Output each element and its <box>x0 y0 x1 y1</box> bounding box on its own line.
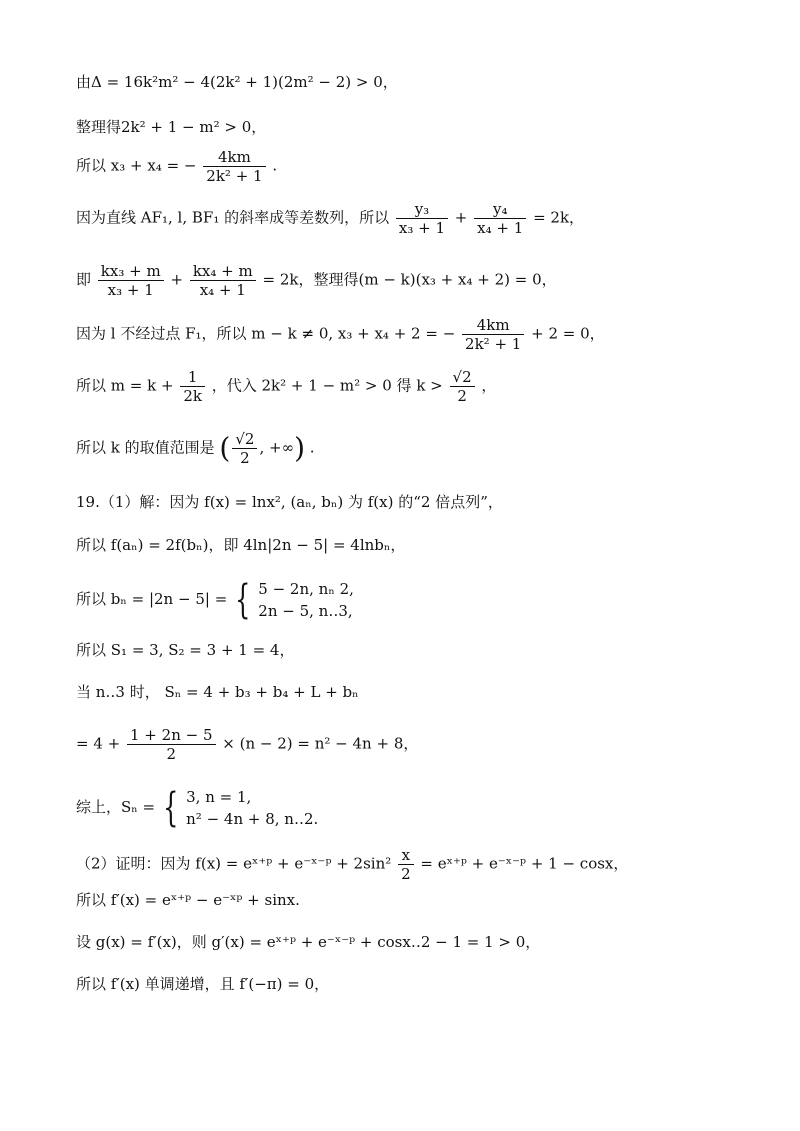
fraction: $\frac{\text{y₄}}{\text{x₄ + 1}}$ <box>474 200 526 237</box>
fraction: $\frac{4km}{\text{2k² + 1}}$ <box>462 316 524 353</box>
fraction: $\frac{\text{kx₃ + m}}{\text{x₃ + 1}}$ <box>98 262 164 299</box>
fraction: $\frac{\text{kx₄ + m}}{\text{x₄ + 1}}$ <box>190 262 256 299</box>
line-m-equals: 所以 m = k + $\frac{1}{2k}$ ，代入 2k² + 1 − m² > 0 得 k > $\frac{√2}{2}$ ， <box>76 368 497 405</box>
case-list: 3, n = 1, n² − 4n + 8, n‥2. <box>186 788 319 828</box>
fraction: $\frac{√2}{2}$ <box>450 368 475 405</box>
line-part2-fx: （2）证明：因为 f(x) = eˣ⁺ᵖ + e⁻ˣ⁻ᵖ + 2sin² $\frac{x}{2}$ = eˣ⁺ᵖ + e⁻ˣ⁻ᵖ + 1 − cosx， <box>76 846 629 883</box>
case-list: 5 − 2n, nₙ 2, 2n − 5, n‥3, <box>258 580 354 620</box>
line-q19-part1: 19.（1）解：因为 f(x) = lnx², (aₙ, bₙ) 为 f(x) 的“2 倍点列”， <box>76 493 503 511</box>
line-gx: 设 g(x) = f′(x)，则 g′(x) = eˣ⁺ᵖ + e⁻ˣ⁻ᵖ + cosx‥2 − 1 = 1 > 0， <box>76 933 541 951</box>
line-sn-closed: = 4 + $\frac{1 + 2n - 5}{2}$ × (n − 2) = n² − 4n + 8， <box>76 726 419 763</box>
fraction: $\frac{4km}{\text{2k² + 1}}$ <box>203 148 265 185</box>
fraction: $\frac{1 + 2n - 5}{2}$ <box>127 726 216 763</box>
fraction: $\frac{1}{2k}$ <box>180 368 205 405</box>
line-delta-inequality: 由Δ = 16k²m² − 4(2k² + 1)(2m² − 2) > 0， <box>76 73 398 91</box>
line-fa-2fb: 所以 f(aₙ) = 2f(bₙ)，即 4ln|2n − 5| = 4lnbₙ， <box>76 536 406 554</box>
line-simplify: 整理得2k² + 1 − m² > 0， <box>76 118 267 136</box>
line-not-through-f1: 因为 l 不经过点 F₁，所以 m − k ≠ 0, x₃ + x₄ + 2 = − $\frac{4km}{\text{2k² + 1}}$ + 2 = 0， <box>76 316 605 353</box>
line-sn-sum: 当 n‥3 时， Sₙ = 4 + b₃ + b₄ + L + bₙ <box>76 683 359 701</box>
line-sn-summary: 综上，Sₙ = { 3, n = 1, n² − 4n + 8, n‥2. <box>76 785 319 831</box>
line-s1-s2: 所以 S₁ = 3, S₂ = 3 + 1 = 4， <box>76 641 295 659</box>
fraction: $\frac{√2}{2}$ <box>232 430 257 467</box>
line-monotonic: 所以 f′(x) 单调递增，且 f′(−π) = 0， <box>76 975 330 993</box>
fraction: $\frac{x}{2}$ <box>398 846 414 883</box>
line-slope-arithmetic: 因为直线 AF₁, l, BF₁ 的斜率成等差数列，所以 $\frac{\text{y₃}}{\text{x₃ + 1}}$ + $\frac{\text{y₄}}{\text{x₄ + 1}}$ = 2k， <box>76 200 585 237</box>
line-bn-piecewise: 所以 bₙ = |2n − 5| = { 5 − 2n, nₙ 2, 2n − 5, n‥3, <box>76 577 354 623</box>
fraction: $\frac{\text{y₃}}{\text{x₃ + 1}}$ <box>396 200 448 237</box>
line-derivative: 所以 f′(x) = eˣ⁺ᵖ − e⁻ˣᵖ + sinx. <box>76 891 300 909</box>
line-sum-roots: 所以 x₃ + x₄ = − $\frac{4km}{\text{2k² + 1}}$ . <box>76 148 278 185</box>
line-factored: 即 $\frac{\text{kx₃ + m}}{\text{x₃ + 1}}$ + $\frac{\text{kx₄ + m}}{\text{x₄ + 1}}$ = 2k，整理得(m − k)(x₃ + x₄ + 2) = 0， <box>76 262 557 299</box>
line-range-of-k: 所以 k 的取值范围是 ( $\frac{√2}{2}$ , +∞) . <box>76 430 315 467</box>
